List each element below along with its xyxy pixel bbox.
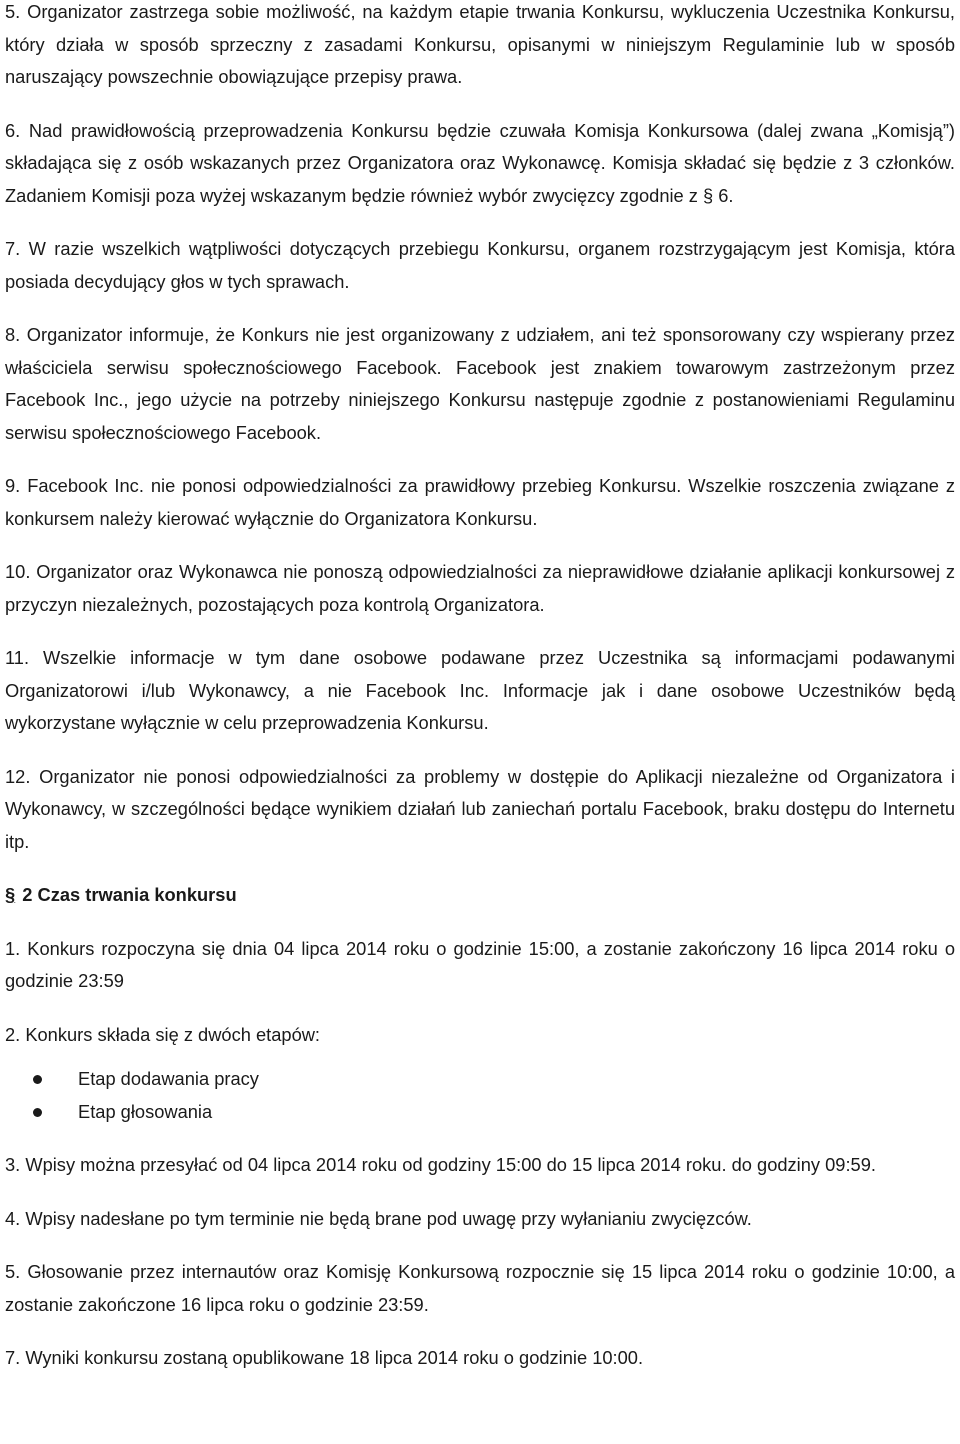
paragraph-10: 10. Organizator oraz Wykonawca nie ponoszą odpowiedzialności za nieprawidłowe działanie aplikacji konkursowej z przyczyn niezależnych, pozostających poza kontrolą Organizatora. bbox=[5, 561, 955, 615]
section-paragraph-3: 3. Wpisy można przesyłać od 04 lipca 2014 roku od godziny 15:00 do 15 lipca 2014 roku. do godziny 09:59. bbox=[5, 1154, 876, 1175]
section-paragraph-7: 7. Wyniki konkursu zostaną opublikowane 18 lipca 2014 roku o godzinie 10:00. bbox=[5, 1347, 644, 1368]
paragraph-5: 5. Organizator zastrzega sobie możliwość, na każdym etapie trwania Konkursu, wykluczenia Uczestnika Konkursu, który działa w sposób sprzeczny z zasadami Konkursu, opisanymi w niniejszym Regulaminie lub w sposób naruszający powszechnie obowiązujące przepisy prawa. bbox=[5, 1, 955, 87]
stage-label: Etap dodawania pracy bbox=[78, 1068, 259, 1089]
bullet-icon bbox=[33, 1108, 42, 1117]
list-item bbox=[5, 1063, 955, 1096]
bullet-icon bbox=[33, 1075, 42, 1084]
document-page bbox=[5, 0, 955, 1396]
section-heading-text: 2 Czas trwania konkursu bbox=[22, 884, 237, 905]
section-symbol: § bbox=[5, 884, 16, 905]
section-heading bbox=[5, 879, 955, 912]
paragraph-8: 8. Organizator informuje, że Konkurs nie jest organizowany z udziałem, ani też sponsorowany czy wspierany przez właściciela serwisu społecznościowego Facebook. Facebook jest znakiem towarowym zastrzeżonym przez Facebook Inc., jego użycie na potrzeby niniejszego Konkursu następuje zgodnie z postanowieniami Regulaminu serwisu społecznościowego Facebook. bbox=[5, 324, 955, 443]
stages-list bbox=[5, 1063, 955, 1128]
paragraph-9: 9. Facebook Inc. nie ponosi odpowiedzialności za prawidłowy przebieg Konkursu. Wszelkie roszczenia związane z konkursem należy kierować wyłącznie do Organizatora Konkursu. bbox=[5, 475, 955, 529]
list-item bbox=[5, 1096, 955, 1129]
paragraph-7: 7. W razie wszelkich wątpliwości dotyczących przebiegu Konkursu, organem rozstrzygającym jest Komisja, która posiada decydujący głos w tych sprawach. bbox=[5, 238, 955, 292]
stage-label: Etap głosowania bbox=[78, 1100, 213, 1122]
section-paragraph-2: 2. Konkurs składa się z dwóch etapów: bbox=[5, 1023, 321, 1045]
section-paragraph-5: 5. Głosowanie przez internautów oraz Komisję Konkursową rozpocznie się 15 lipca 2014 roku o godzinie 10:00, a zostanie zakończone 16 lipca roku o godzinie 23:59. bbox=[5, 1261, 955, 1315]
paragraph-11: 11. Wszelkie informacje w tym dane osobowe podawane przez Uczestnika są informacjami podawanymi Organizatorowi i/lub Wykonawcy, a nie Facebook Inc. Informacje jak i dane osobowe Uczestników będą wykorzystane wyłącznie w celu przeprowadzenia Konkursu. bbox=[5, 647, 955, 733]
paragraph-12: 12. Organizator nie ponosi odpowiedzialności za problemy w dostępie do Aplikacji niezależne od Organizatora i Wykonawcy, w szczególności będące wynikiem działań lub zaniechań portalu Facebook, braku dostępu do Internetu itp. bbox=[5, 765, 955, 852]
section-paragraph-4: 4. Wpisy nadesłane po tym terminie nie będą brane pod uwagę przy wyłanianiu zwycięzców. bbox=[5, 1207, 752, 1229]
section-paragraph-1: 1. Konkurs rozpoczyna się dnia 04 lipca 2014 roku o godzinie 15:00, a zostanie zakończony 16 lipca 2014 roku o godzinie 23:59 bbox=[5, 937, 955, 991]
paragraph-6: 6. Nad prawidłowością przeprowadzenia Konkursu będzie czuwała Komisja Konkursowa (dalej zwana „Komisją”) składająca się z osób wskazanych przez Organizatora oraz Wykonawcę. Komisja składać się będzie z 3 członków. Zadaniem Komisji poza wyżej wskazanym będzie również wybór zwycięzcy zgodnie z § 6. bbox=[5, 119, 955, 206]
